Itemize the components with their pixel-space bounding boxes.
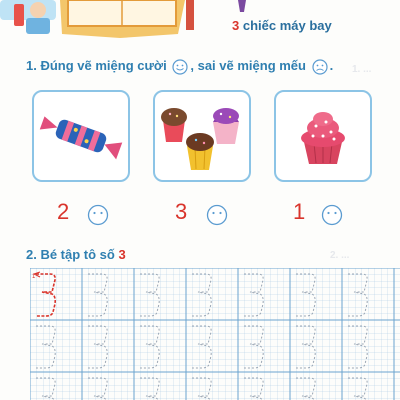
blank-face-icon[interactable] — [206, 204, 228, 226]
airplane-caption: 3 chiếc máy bay — [232, 18, 332, 33]
dotted-digit-3 — [348, 274, 367, 316]
bleed-text: 1. ... — [352, 64, 372, 75]
dotted-digit-3 — [88, 326, 107, 368]
blank-face-icon[interactable] — [321, 204, 343, 226]
cupcakes-icon — [155, 92, 249, 180]
dotted-digit-3 — [296, 274, 315, 316]
dotted-digit-3 — [244, 274, 263, 316]
picture-card-cupcakes — [153, 90, 251, 182]
dotted-digit-3 — [192, 274, 211, 316]
answer-number: 2 — [57, 199, 70, 224]
task2-heading: 2. Bé tập tô số 3 — [26, 247, 126, 262]
bleed-text: 2. ... — [330, 250, 350, 261]
dotted-digit-3 — [36, 326, 55, 368]
dotted-digit-3 — [140, 326, 159, 368]
picture-card-candy — [32, 90, 130, 182]
dotted-digit-3 — [348, 378, 367, 400]
cupcake-icon — [276, 92, 370, 180]
picture-card-cupcake — [274, 90, 372, 182]
airplane-fragment-icon — [236, 0, 250, 14]
dotted-digit-3 — [192, 378, 211, 400]
answer-number: 1 — [293, 199, 306, 224]
dotted-digit-3 — [36, 378, 55, 400]
answer-number: 3 — [175, 199, 188, 224]
dotted-digit-3 — [192, 326, 211, 368]
dotted-digits — [30, 268, 400, 400]
dotted-digit-3 — [140, 274, 159, 316]
dotted-digit-3 — [88, 274, 107, 316]
dotted-digit-3 — [244, 326, 263, 368]
book-illustration — [0, 0, 200, 38]
dotted-digit-3 — [244, 378, 263, 400]
smile-face-icon — [172, 59, 188, 75]
dotted-digit-3 — [348, 326, 367, 368]
sad-face-icon — [312, 59, 328, 75]
dotted-digit-3 — [296, 326, 315, 368]
blank-face-icon[interactable] — [87, 204, 109, 226]
dotted-digit-3 — [140, 378, 159, 400]
candy-icon — [34, 92, 128, 180]
svg-text:1: 1 — [32, 274, 36, 280]
dotted-digit-3 — [88, 378, 107, 400]
dotted-digit-3 — [296, 378, 315, 400]
task1-heading: 1. Đúng vẽ miệng cười , sai vẽ miệng mếu . — [26, 58, 334, 73]
